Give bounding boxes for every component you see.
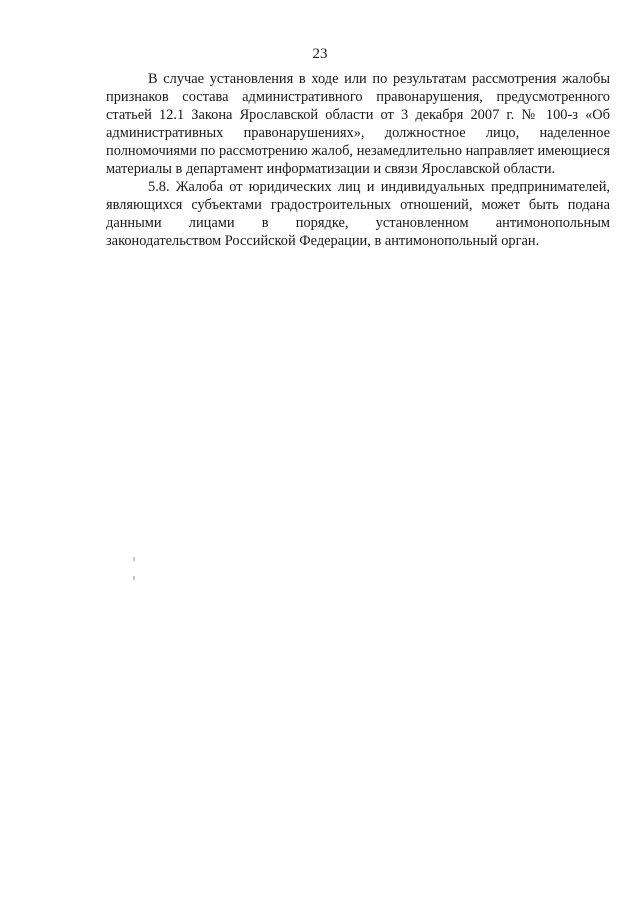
- document-body: [106, 70, 610, 250]
- paragraph-5-8-antimonopoly: 5.8. Жалоба от юридических лиц и индивидуальных предпринимателей, являющихся субъектами градостроительных отношений, может быть подана данными лицами в порядке, установленном антимонопольным законодательством Российской Федерации, в антимонопольный орган.: [106, 179, 610, 249]
- page-number: 23: [312, 46, 328, 62]
- paragraph-violation-referral: В случае установления в ходе или по результатам рассмотрения жалобы признаков состава административного правонарушения, предусмотренного статьей 12.1 Закона Ярославской области от 3 декабря 2007 г. № 100-з «Об административных правонарушениях», должностное лицо, наделенное полномочиями по рассмотрению жалоб, незамедлительно направляет имеющиеся материалы в департамент информатизации и связи Ярославской области.: [106, 71, 610, 177]
- scan-artifact: [133, 576, 135, 580]
- scan-artifact: [133, 557, 135, 561]
